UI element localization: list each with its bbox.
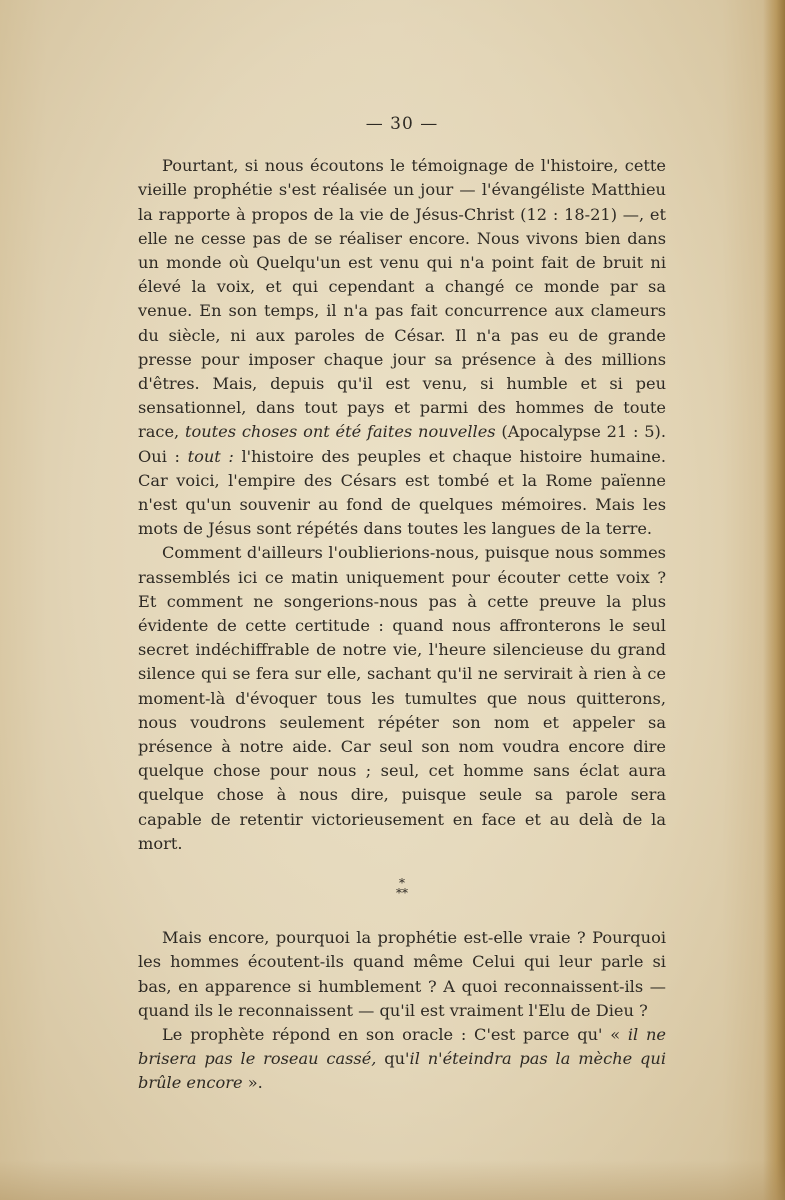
paragraph	[138, 1023, 666, 1096]
text-segment: ».	[242, 1073, 263, 1093]
body-text-before-asterism	[138, 154, 666, 856]
italic-segment: tout :	[187, 446, 234, 466]
text-segment: Le prophète répond en son oracle : C'est parce qu' «	[162, 1024, 628, 1044]
italic-segment: il ne brisera pas le roseau cassé,	[138, 1024, 666, 1069]
italic-segment: il n'éteindra pas la mèche qui brûle encore	[138, 1049, 667, 1093]
asterism-bottom: **	[396, 886, 408, 901]
page-bottom-shadow	[0, 1160, 785, 1200]
text-segment: qu'	[376, 1049, 410, 1069]
italic-segment: toutes choses ont été faites nouvelles	[184, 422, 496, 442]
text-segment: Comment d'ailleurs l'oublierions-nous, puisque nous sommes rassemblés ici ce matin uniquement pour écouter cette voix ? Et comment ne songerions-nous pas à cette preuve la plus évidente de cette certitude : quand nous affronterons le seul secret indéchiffrable de notre vie, l'heure silencieuse du grand silence qui se fera sur elle, sachant qu'il ne servirait à rien à ce moment-là d'évoquer tous les tumultes que nous quitterons, nous voudrons seulement répéter son nom et appeler sa présence à notre aide. Car seul son nom voudra encore dire quelque chose pour nous ; seul, cet homme sans éclat aura quelque chose à nous dire, puisque seule sa parole sera capable de retentir victorieusement en face et au delà de la mort.	[138, 543, 666, 853]
paragraph	[138, 154, 666, 541]
text-segment: (Apocalypse 21 : 5). Oui :	[138, 422, 667, 466]
body-text-after-asterism	[138, 926, 666, 1095]
paragraph	[138, 541, 666, 856]
asterism-top: *	[399, 876, 405, 891]
text-segment: Mais encore, pourquoi la prophétie est-elle vraie ? Pourquoi les hommes écoutent-ils quand même Celui qui leur parle si bas, en apparence si humblement ? A quoi reconnaissent-ils — quand ils le reconnaissent — qu'il est vraiment l'Elu de Dieu ?	[138, 928, 666, 1020]
asterism-divider	[138, 876, 666, 901]
paragraph	[138, 926, 666, 1023]
text-segment: l'histoire des peuples et chaque histoire humaine. Car voici, l'empire des Césars est tombé et la Rome païenne n'est qu'un souvenir au fond de quelques mémoires. Mais les mots de Jésus sont répétés dans toutes les langues de la terre.	[138, 446, 667, 539]
text-block	[138, 112, 666, 1096]
text-segment: Pourtant, si nous écoutons le témoignage de l'histoire, cette vieille prophétie s'est réalisée un jour — l'évangéliste Matthieu la rapporte à propos de la vie de Jésus-Christ (12 : 18-21) —, et elle ne cesse pas de se réaliser encore. Nous vivons bien dans un monde où Quelqu'un est venu qui n'a point fait de bruit ni élevé la voix, et qui cependant a changé ce monde par sa venue. En son temps, il n'a pas fait concurrence aux clameurs du siècle, ni aux paroles de César. Il n'a pas eu de grande presse pour imposer chaque jour sa présence à des millions d'êtres. Mais, depuis qu'il est venu, si humble et si peu sensationnel, dans tout pays et parmi des hommes de toute race,	[138, 156, 666, 442]
page-number: — 30 —	[365, 114, 439, 134]
page-edge-shadow	[763, 0, 785, 1200]
